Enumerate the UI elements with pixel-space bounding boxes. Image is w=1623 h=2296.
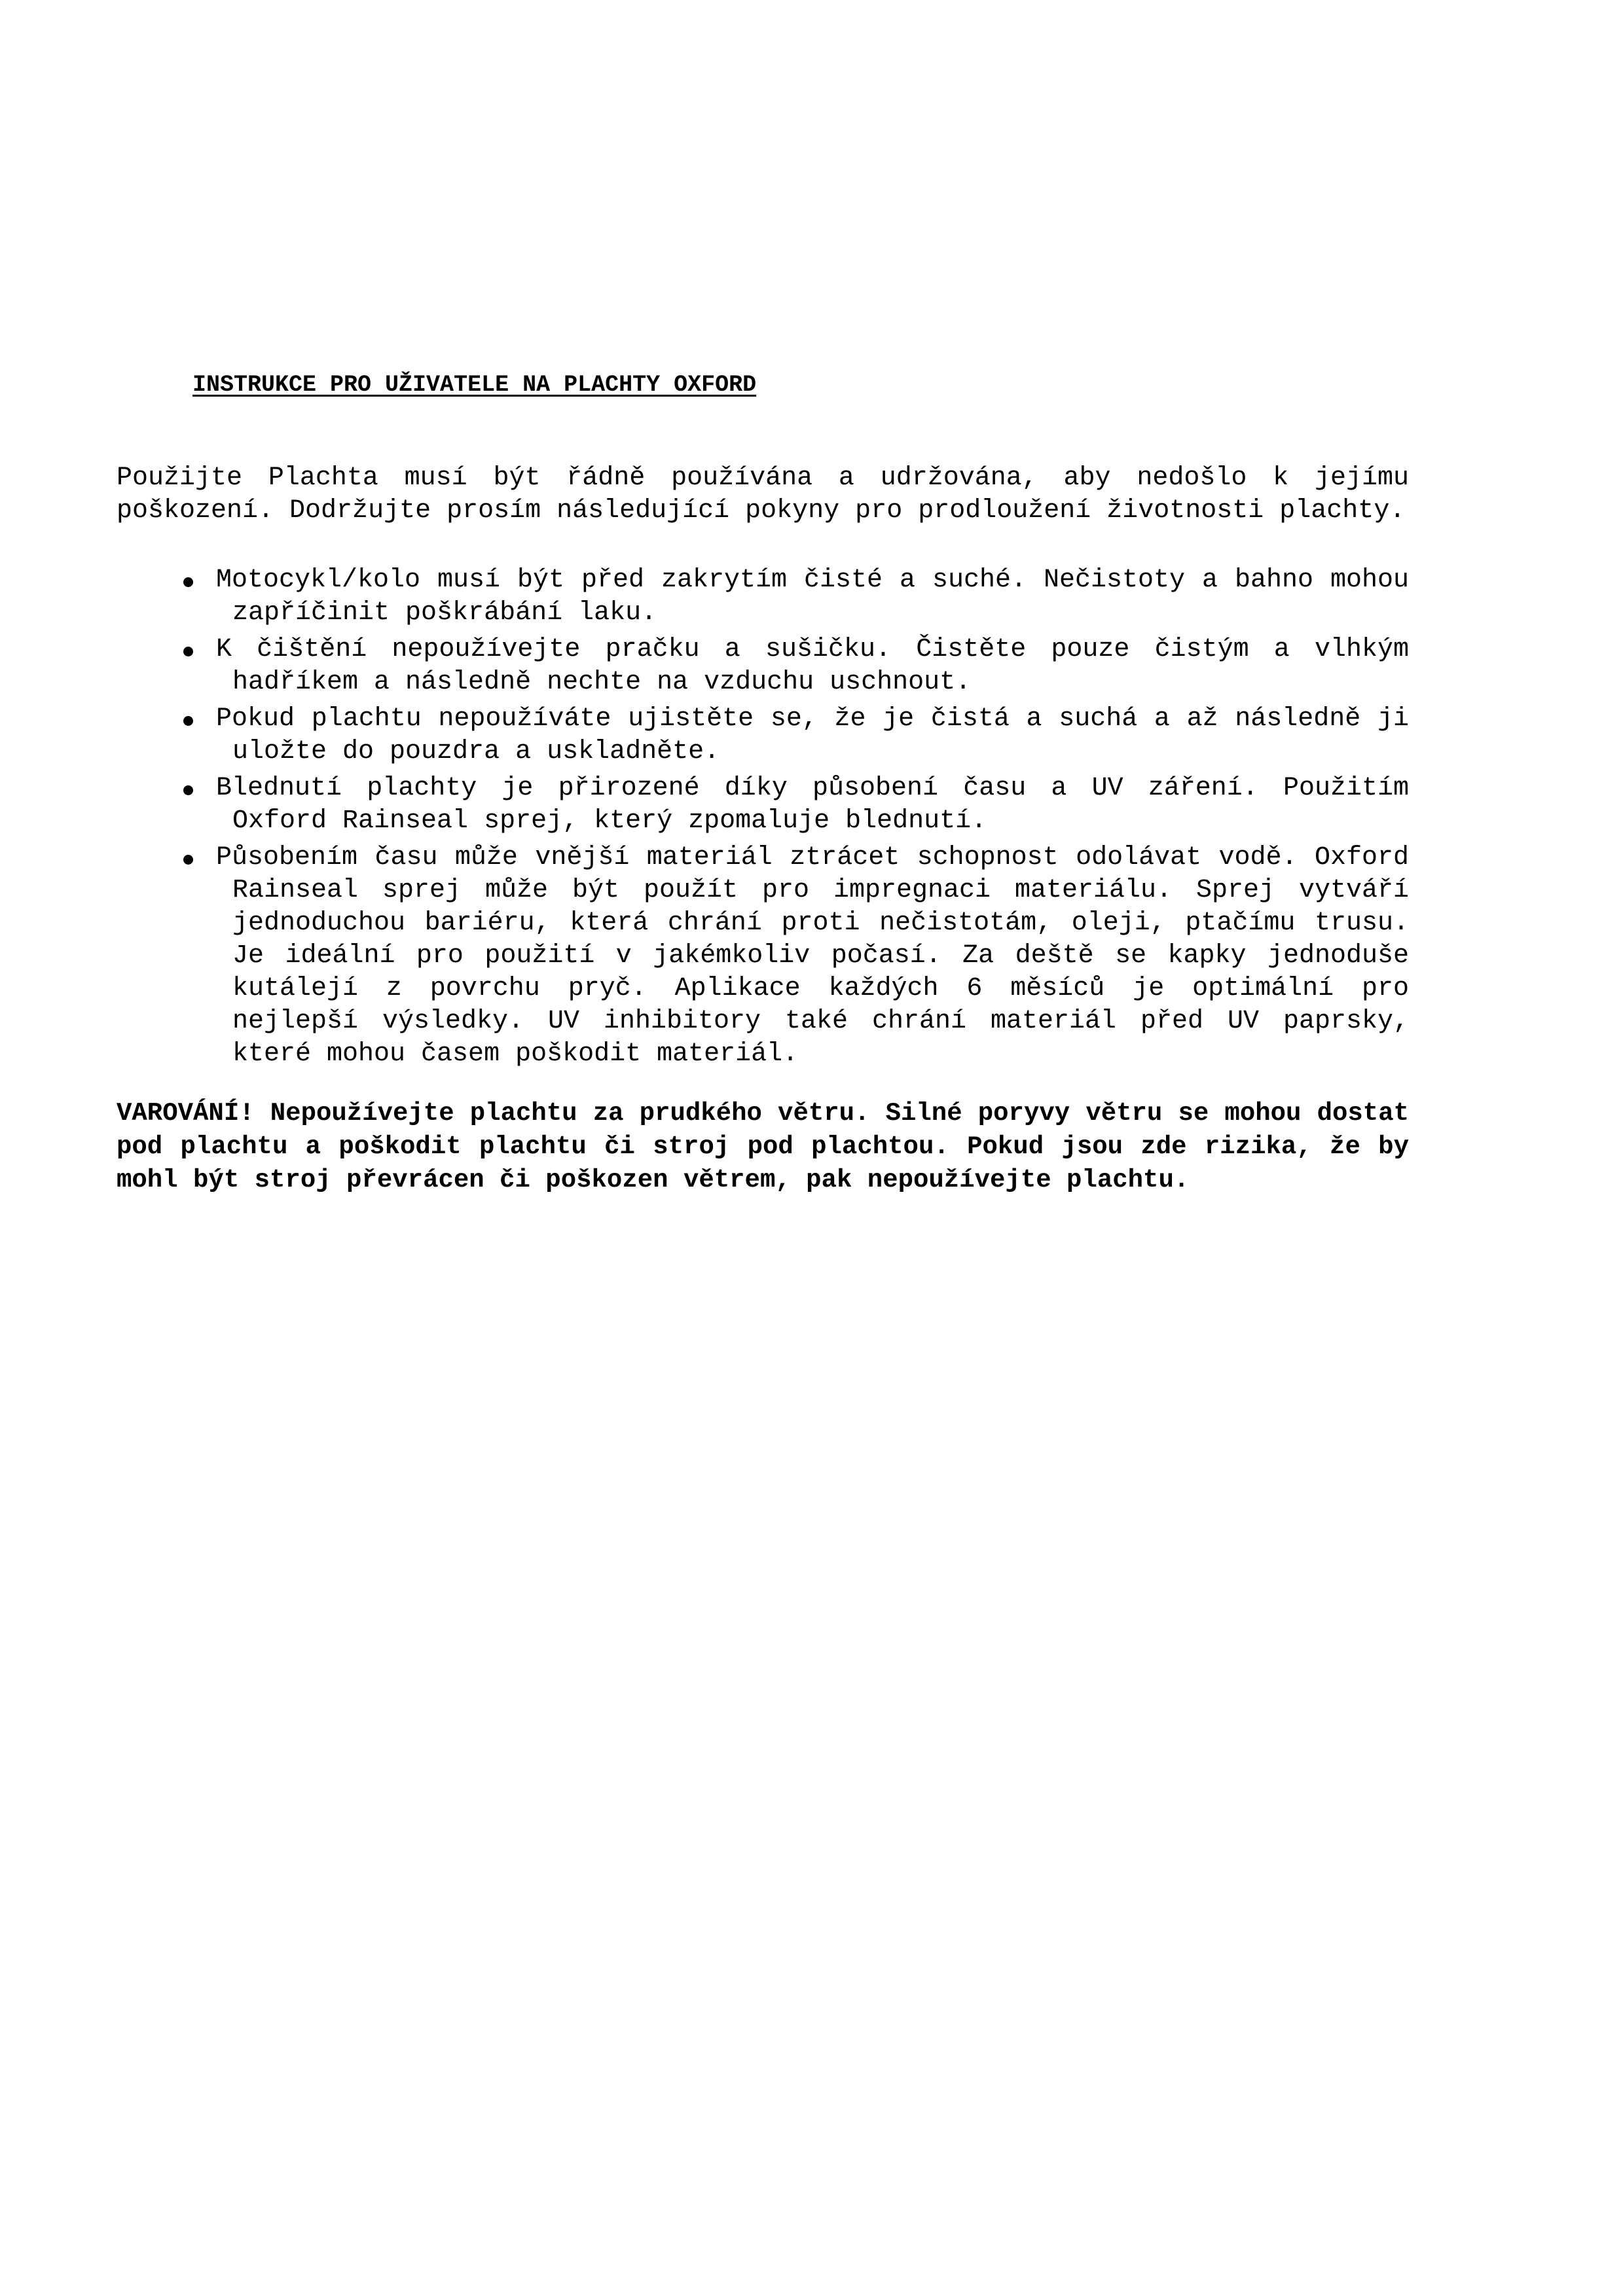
bullet-icon <box>183 716 193 726</box>
list-item <box>117 564 1409 630</box>
list-item <box>117 772 1409 838</box>
intro-paragraph: Použijte Plachta musí být řádně používána a udržována, aby nedošlo k jejímu poškození. Dodržujte prosím následující pokyny pro prodloužení životnosti plachty. <box>117 463 1409 526</box>
instructions-list <box>117 564 1409 1071</box>
list-item-text: Blednutí plachty je přirozené díky působení času a UV záření. Použitím Oxford Rainseal sprej, který zpomaluje blednutí. <box>216 774 1409 836</box>
warning-paragraph: VAROVÁNÍ! Nepoužívejte plachtu za prudkého větru. Silné poryvy větru se mohou dostat pod plachtu a poškodit plachtu či stroj pod plachtou. Pokud jsou zde rizika, že by mohl být stroj převrácen či poškozen větrem, pak nepoužívejte plachtu. <box>117 1099 1409 1194</box>
list-item <box>117 842 1409 1071</box>
list-item <box>117 703 1409 768</box>
list-item <box>117 634 1409 699</box>
list-item-text: K čištění nepoužívejte pračku a sušičku. Čistěte pouze čistým a vlhkým hadříkem a následně nechte na vzduchu uschnout. <box>216 635 1409 697</box>
list-item-text: Působením času může vnější materiál ztrácet schopnost odolávat vodě. Oxford Rainseal sprej může být použít pro impregnaci materiálu. Sprej vytváří jednoduchou bariéru, která chrání proti nečistotám, oleji, ptačímu trusu. Je ideální pro použití v jakémkoliv počasí. Za deště se kapky jednoduše kutálejí z povrchu pryč. Aplikace každých 6 měsíců je optimální pro nejlepší výsledky. UV inhibitory také chrání materiál před UV paprsky, které mohou časem poškodit materiál. <box>216 843 1409 1069</box>
list-item-text: Motocykl/kolo musí být před zakrytím čisté a suché. Nečistoty a bahno mohou zapříčinit poškrábání laku. <box>216 565 1409 628</box>
list-item-text: Pokud plachtu nepoužíváte ujistěte se, že je čistá a suchá a až následně ji uložte do pouzdra a uskladněte. <box>216 704 1409 766</box>
bullet-icon <box>183 855 193 865</box>
document-body <box>117 462 1409 1197</box>
bullet-icon <box>183 577 193 587</box>
document-title: INSTRUKCE PRO UŽIVATELE NA PLACHTY OXFORD <box>192 372 757 398</box>
bullet-icon <box>183 785 193 795</box>
bullet-icon <box>183 647 193 656</box>
